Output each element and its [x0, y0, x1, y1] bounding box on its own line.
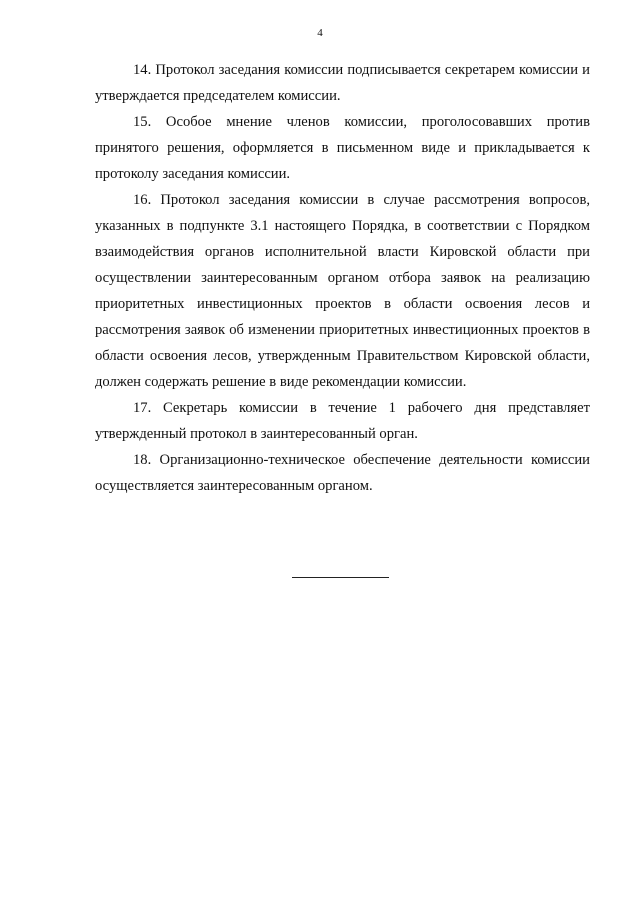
end-of-document-rule — [292, 577, 389, 578]
document-body — [95, 57, 590, 499]
paragraph-16: 16. Протокол заседания комиссии в случае рассмотрения вопросов, указанных в подпункте 3.1 настоящего Порядка, в соответствии с Порядком взаимодействия органов исполнительной власти Кировской области при осуществлении заинтересованным органом отбора заявок на реализацию приоритетных инвестиционных проектов в области освоения лесов и рассмотрения заявок об изменении приоритетных инвестиционных проектов в области освоения лесов, утвержденным Правительством Кировской области, должен содержать решение в виде рекомендации комиссии. — [95, 192, 590, 390]
page-number: 4 — [317, 27, 323, 39]
paragraph-18: 18. Организационно-техническое обеспечение деятельности комиссии осуществляется заинтересованным органом. — [95, 452, 590, 494]
paragraph-14: 14. Протокол заседания комиссии подписывается секретарем комиссии и утверждается председателем комиссии. — [95, 62, 590, 104]
paragraph-17: 17. Секретарь комиссии в течение 1 рабочего дня представляет утвержденный протокол в заинтересованный орган. — [95, 400, 590, 442]
paragraph-15: 15. Особое мнение членов комиссии, проголосовавших против принятого решения, оформляется в письменном виде и прикладывается к протоколу заседания комиссии. — [95, 114, 590, 182]
